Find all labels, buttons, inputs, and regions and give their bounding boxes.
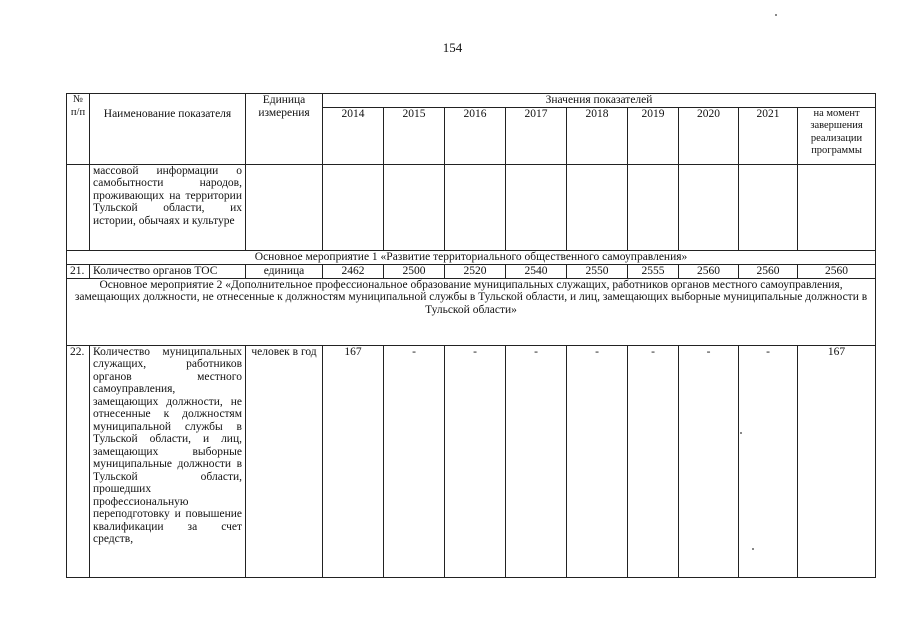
table-header-row [67, 94, 876, 108]
header-name: Наименование показателя [90, 94, 246, 165]
table-row [67, 164, 876, 250]
value-cell: - [445, 345, 506, 577]
header-year: 2020 [679, 107, 739, 164]
header-year: 2019 [628, 107, 679, 164]
section-title: Основное мероприятие 1 «Развитие территориального общественного самоуправления» [67, 250, 876, 264]
indicator-name: Количество муниципальных служащих, работников органов местного самоуправления, замещающих должности, не отнесенные к должностям муниципальной службы в Тульской области, и лиц, замещающих выборные муниципальные должности в Тульской области, прошедших профессиональную переподготовку и повышение квалификации за счет средств, [90, 345, 246, 577]
scan-speck [752, 548, 754, 550]
header-year: 2021 [739, 107, 798, 164]
value-cell: 2540 [506, 264, 567, 278]
table-row [67, 345, 876, 577]
value-cell: - [567, 345, 628, 577]
row-num: 21. [67, 264, 90, 278]
final-value-cell: 167 [798, 345, 876, 577]
value-cell: - [628, 345, 679, 577]
value-cell: 2550 [567, 264, 628, 278]
header-year: 2014 [323, 107, 384, 164]
indicator-name: массовой информации о самобытности народов, проживающих на территории Тульской области, их истории, обычаях и культуре [90, 164, 246, 250]
scan-speck [775, 14, 777, 16]
value-cell: - [384, 345, 445, 577]
header-values-group: Значения показателей [323, 94, 876, 108]
value-cell: 2462 [323, 264, 384, 278]
header-year: 2016 [445, 107, 506, 164]
header-year: 2017 [506, 107, 567, 164]
value-cell: 2560 [679, 264, 739, 278]
header-unit: Единица измерения [246, 94, 323, 165]
value-cell: 167 [323, 345, 384, 577]
value-cell: 2560 [739, 264, 798, 278]
indicator-unit: человек в год [246, 345, 323, 577]
header-num: № п/п [67, 94, 90, 165]
indicator-unit: единица [246, 264, 323, 278]
header-year: 2018 [567, 107, 628, 164]
page-number: 154 [442, 40, 463, 55]
header-final: на момент завершения реализации программы [798, 107, 876, 164]
section-row [67, 278, 876, 345]
value-cell: 2500 [384, 264, 445, 278]
indicator-name: Количество органов ТОС [90, 264, 246, 278]
table-row [67, 264, 876, 278]
value-cell: - [739, 345, 798, 577]
section-row [67, 250, 876, 264]
final-value-cell: 2560 [798, 264, 876, 278]
value-cell: - [506, 345, 567, 577]
section-title: Основное мероприятие 2 «Дополнительное профессиональное образование муниципальных служащих, работников органов местного самоуправления, замещающих должности, не отнесенные к должностям муниципальной службы в Тульской области, и лиц, замещающих выборные муниципальные должности в Тульской области» [67, 278, 876, 345]
row-num: 22. [67, 345, 90, 577]
value-cell: 2555 [628, 264, 679, 278]
scan-speck [740, 432, 742, 434]
header-year: 2015 [384, 107, 445, 164]
value-cell: - [679, 345, 739, 577]
indicators-table [66, 93, 876, 578]
value-cell: 2520 [445, 264, 506, 278]
